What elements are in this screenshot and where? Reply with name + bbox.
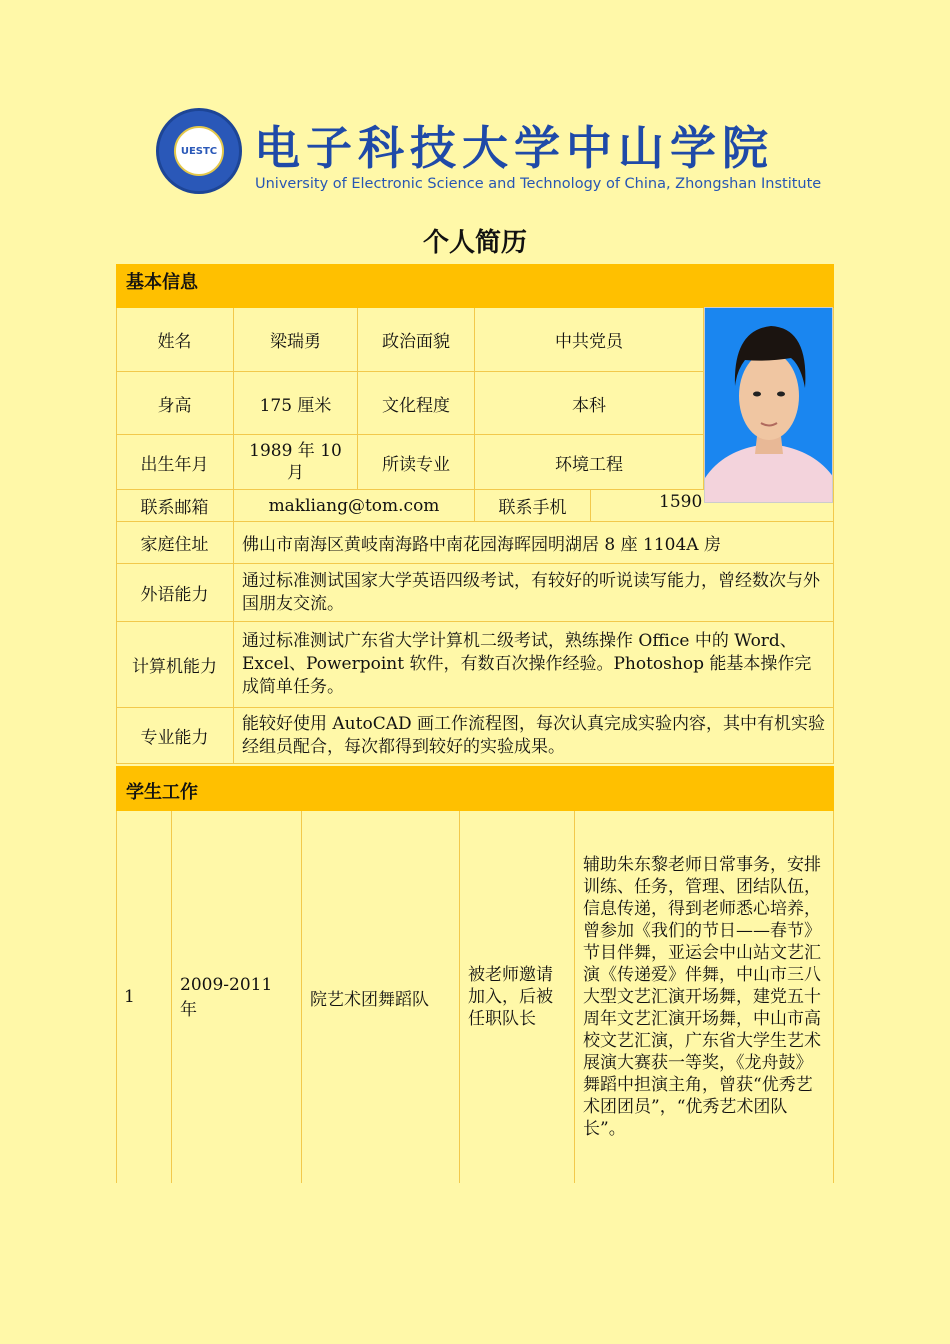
document-title: 个人简历 xyxy=(422,228,527,258)
birth-value: 1989 年 10 月 xyxy=(234,435,358,490)
email-value: makliang@tom.com xyxy=(234,490,475,522)
birth-label: 出生年月 xyxy=(116,435,234,490)
phone-label: 联系手机 xyxy=(475,490,591,522)
address-value: 佛山市南海区黄岐南海路中南花园海晖园明湖居 8 座 1104A 房 xyxy=(234,522,834,564)
language-value: 通过标准测试国家大学英语四级考试，有较好的听说读写能力，曾经数次与外国朋友交流。 xyxy=(234,564,834,622)
profile-photo xyxy=(704,307,833,503)
name-value: 梁瑞勇 xyxy=(234,308,358,372)
row-index: 1 xyxy=(116,811,172,1183)
political-value: 中共党员 xyxy=(475,308,704,372)
address-label: 家庭住址 xyxy=(116,522,234,564)
major-value: 环境工程 xyxy=(475,435,704,490)
professional-label: 专业能力 xyxy=(116,708,234,764)
section-student-work: 学生工作 xyxy=(116,766,834,811)
computer-value: 通过标准测试广东省大学计算机二级考试，熟练操作 Office 中的 Word、Excel、Powerpoint 软件，有数百次操作经验。Photoshop 能基本操作完成简单任务。 xyxy=(234,622,834,708)
name-label: 姓名 xyxy=(116,308,234,372)
school-name-cn: 电子科技大学中山学院 xyxy=(254,121,774,175)
row-organization: 院艺术团舞蹈队 xyxy=(302,811,460,1183)
major-label: 所读专业 xyxy=(358,435,475,490)
education-label: 文化程度 xyxy=(358,372,475,435)
school-header xyxy=(156,108,856,200)
phone-value: 1590 xyxy=(591,490,834,522)
row-description: 辅助朱东黎老师日常事务，安排训练、任务，管理、团结队伍，信息传递，得到老师悉心培养，曾参加《我们的节日——春节》节目伴舞，亚运会中山站文艺汇演《传递爱》伴舞，中山市三八大型文艺汇演开场舞，建党五十周年文艺汇演开场舞，中山市高校文艺汇演，广东省大学生艺术展演大赛获一等奖，《龙舟鼓》舞蹈中担演主角，曾获“优秀艺术团团员”，“优秀艺术团队长”。 xyxy=(575,811,834,1183)
person-portrait-icon xyxy=(705,308,833,503)
height-value: 175 厘米 xyxy=(234,372,358,435)
education-value: 本科 xyxy=(475,372,704,435)
height-label: 身高 xyxy=(116,372,234,435)
seal-abbreviation: UESTC xyxy=(174,126,224,176)
email-label: 联系邮箱 xyxy=(116,490,234,522)
school-seal-icon xyxy=(156,108,242,194)
professional-value: 能较好使用 AutoCAD 画工作流程图，每次认真完成实验内容，其中有机实验经组员配合，每次都得到较好的实验成果。 xyxy=(234,708,834,764)
school-name-en: University of Electronic Science and Technology of China, Zhongshan Institute xyxy=(255,176,822,192)
computer-label: 计算机能力 xyxy=(116,622,234,708)
language-label: 外语能力 xyxy=(116,564,234,622)
row-role: 被老师邀请加入，后被任职队长 xyxy=(460,811,575,1183)
political-label: 政治面貌 xyxy=(358,308,475,372)
section-basic-info: 基本信息 xyxy=(116,264,834,308)
row-period: 2009-2011 年 xyxy=(172,811,302,1183)
